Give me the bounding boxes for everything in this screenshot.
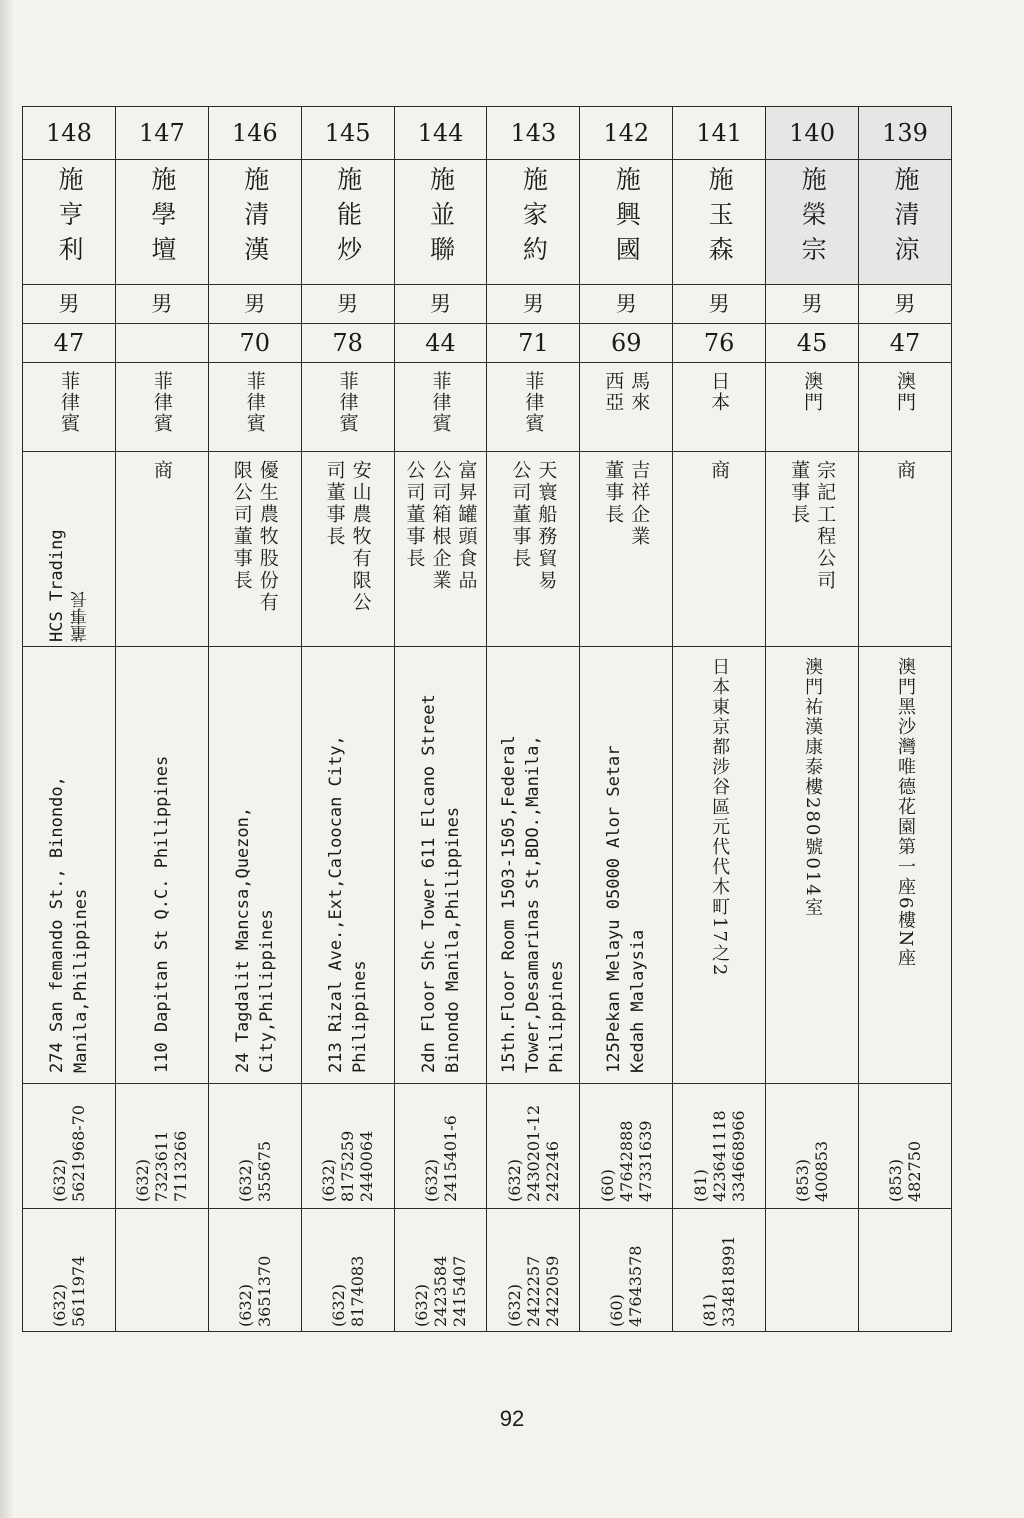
age-value: 45 bbox=[796, 329, 828, 357]
person-name: 施亨利 bbox=[54, 166, 84, 271]
entry-number: 146 bbox=[231, 119, 278, 147]
person-name: 施榮宗 bbox=[798, 166, 828, 271]
address-value: 日本東京都涉谷區元代代木町17之2 bbox=[709, 657, 731, 978]
age-value: 70 bbox=[239, 329, 270, 357]
entry-number: 147 bbox=[138, 119, 185, 147]
address-value: 125Pekan Melayu 05000 Alor Setar Kedah Malaysia bbox=[604, 745, 649, 1073]
nationality-value: 菲律賓 bbox=[57, 371, 80, 434]
phone-value: (60) 47642888 47331639 bbox=[597, 1120, 655, 1202]
sex-value: 男 bbox=[708, 292, 730, 316]
row-age bbox=[23, 324, 952, 363]
age-value: 78 bbox=[332, 329, 363, 357]
title-value: HCS Trading 董事長 bbox=[46, 529, 91, 642]
title-value: 吉祥企業 董事長 bbox=[602, 460, 651, 548]
entry-number: 139 bbox=[882, 119, 928, 147]
title-value: 天寰船務貿易 公司董事長 bbox=[509, 460, 558, 592]
title-value: 優生農牧股份有 限公司董事長 bbox=[230, 460, 279, 614]
sex-value: 男 bbox=[337, 292, 359, 316]
title-value: 商 bbox=[708, 460, 731, 482]
address-value: 15th.Floor Room 1503-1505,Federal Tower,Desamarinas St,BDO.,Manila, Philippines bbox=[499, 735, 568, 1073]
entry-number: 143 bbox=[510, 119, 557, 147]
nationality-value: 菲律賓 bbox=[522, 371, 545, 434]
row-nationality bbox=[23, 363, 952, 452]
entry-number: 140 bbox=[789, 119, 835, 147]
page-binding-shadow bbox=[0, 0, 14, 1518]
fax-value: (81) 334818991 bbox=[700, 1235, 739, 1327]
nationality-value: 日本 bbox=[708, 371, 731, 413]
person-name: 施清涼 bbox=[891, 166, 920, 271]
sex-value: 男 bbox=[151, 292, 173, 316]
entry-number: 144 bbox=[417, 119, 464, 147]
fax-value: (632) 3651370 bbox=[235, 1255, 274, 1327]
age-value: 47 bbox=[889, 329, 921, 357]
phone-value: (632) 2430201-12 242246 bbox=[504, 1104, 562, 1202]
address-value: 澳門祐漢康泰樓280號014室 bbox=[802, 657, 824, 918]
nationality-value: 菲律賓 bbox=[336, 371, 359, 434]
phone-value: (853) 482750 bbox=[886, 1140, 924, 1202]
title-value: 宗記工程公司 董事長 bbox=[788, 460, 837, 592]
row-number bbox=[23, 107, 952, 160]
entry-number: 142 bbox=[603, 119, 650, 147]
age-value: 47 bbox=[53, 329, 85, 357]
address-value: 24 Tagdalit Mancsa,Quezon, City,Philippines bbox=[232, 806, 277, 1073]
row-name bbox=[23, 160, 952, 285]
fax-value: (632) 2423584 2415407 bbox=[412, 1255, 469, 1327]
entry-number: 148 bbox=[46, 119, 92, 147]
page-number: 92 bbox=[499, 1406, 525, 1431]
sex-value: 男 bbox=[615, 292, 637, 316]
sex-value: 男 bbox=[430, 292, 451, 316]
entry-number: 141 bbox=[696, 119, 743, 147]
age-value: 44 bbox=[425, 329, 456, 357]
address-value: 213 Rizal Ave.,Ext,Caloocan City, Philippines bbox=[325, 735, 370, 1073]
phone-value: (632) 7323611 7113266 bbox=[133, 1130, 191, 1202]
address-value: 274 San femando St., Binondo, Manila,Philippines bbox=[46, 776, 91, 1073]
person-name: 施學壇 bbox=[147, 166, 177, 271]
sex-value: 男 bbox=[58, 292, 80, 316]
person-name: 施能炒 bbox=[333, 166, 363, 271]
fax-value: (60) 47643578 bbox=[607, 1245, 646, 1327]
person-name: 施清漢 bbox=[240, 166, 270, 271]
row-fax bbox=[23, 1209, 952, 1332]
phone-value: (632) 8175259 2440064 bbox=[319, 1130, 377, 1202]
nationality-value: 澳門 bbox=[801, 371, 824, 413]
fax-value: (632) 8174083 bbox=[328, 1255, 367, 1327]
fax-value: (632) 2422257 2422059 bbox=[504, 1255, 562, 1327]
row-address bbox=[23, 647, 952, 1084]
age-value: 69 bbox=[611, 329, 642, 357]
sex-value: 男 bbox=[894, 292, 916, 316]
phone-value: (632) 355675 bbox=[235, 1140, 274, 1202]
row-title bbox=[23, 452, 952, 647]
address-value: 2dn Floor Shc Tower 611 Elcano Street Binondo Manila,Philippines bbox=[418, 694, 463, 1073]
sex-value: 男 bbox=[522, 292, 544, 316]
phone-value: (853) 400853 bbox=[793, 1140, 832, 1202]
fax-value: (632) 5611974 bbox=[49, 1255, 88, 1327]
title-value: 富昇罐頭食品 公司箱根企業 公司董事長 bbox=[403, 460, 478, 592]
address-value: 澳門黑沙灣唯德花園第一座6樓N座 bbox=[895, 657, 916, 969]
entry-number: 145 bbox=[324, 119, 371, 147]
phone-value: (632) 2415401-6 bbox=[421, 1115, 460, 1202]
sex-value: 男 bbox=[244, 292, 266, 316]
nationality-value: 澳門 bbox=[894, 371, 916, 413]
nationality-value: 菲律賓 bbox=[150, 371, 173, 434]
row-sex bbox=[23, 285, 952, 324]
person-name: 施玉森 bbox=[705, 166, 735, 271]
phone-value: (81) 423641118 334668966 bbox=[690, 1110, 748, 1202]
age-value: 76 bbox=[703, 329, 735, 357]
person-name: 施家約 bbox=[519, 166, 549, 271]
person-name: 施興國 bbox=[612, 166, 642, 271]
title-value: 商 bbox=[894, 460, 916, 482]
address-value: 110 Dapitan St Q.C. Philippines bbox=[151, 755, 172, 1073]
directory-table bbox=[22, 106, 952, 1332]
nationality-value: 馬來 西亞 bbox=[602, 371, 651, 413]
person-name: 施並聯 bbox=[426, 166, 456, 271]
phone-value: (632) 5621968-70 bbox=[49, 1104, 88, 1202]
title-value: 商 bbox=[150, 460, 173, 482]
row-phone bbox=[23, 1084, 952, 1209]
title-value: 安山農牧有限公 司董事長 bbox=[323, 460, 372, 614]
nationality-value: 菲律賓 bbox=[429, 371, 452, 434]
nationality-value: 菲律賓 bbox=[243, 371, 266, 434]
sex-value: 男 bbox=[801, 292, 823, 316]
age-value: 71 bbox=[518, 329, 549, 357]
